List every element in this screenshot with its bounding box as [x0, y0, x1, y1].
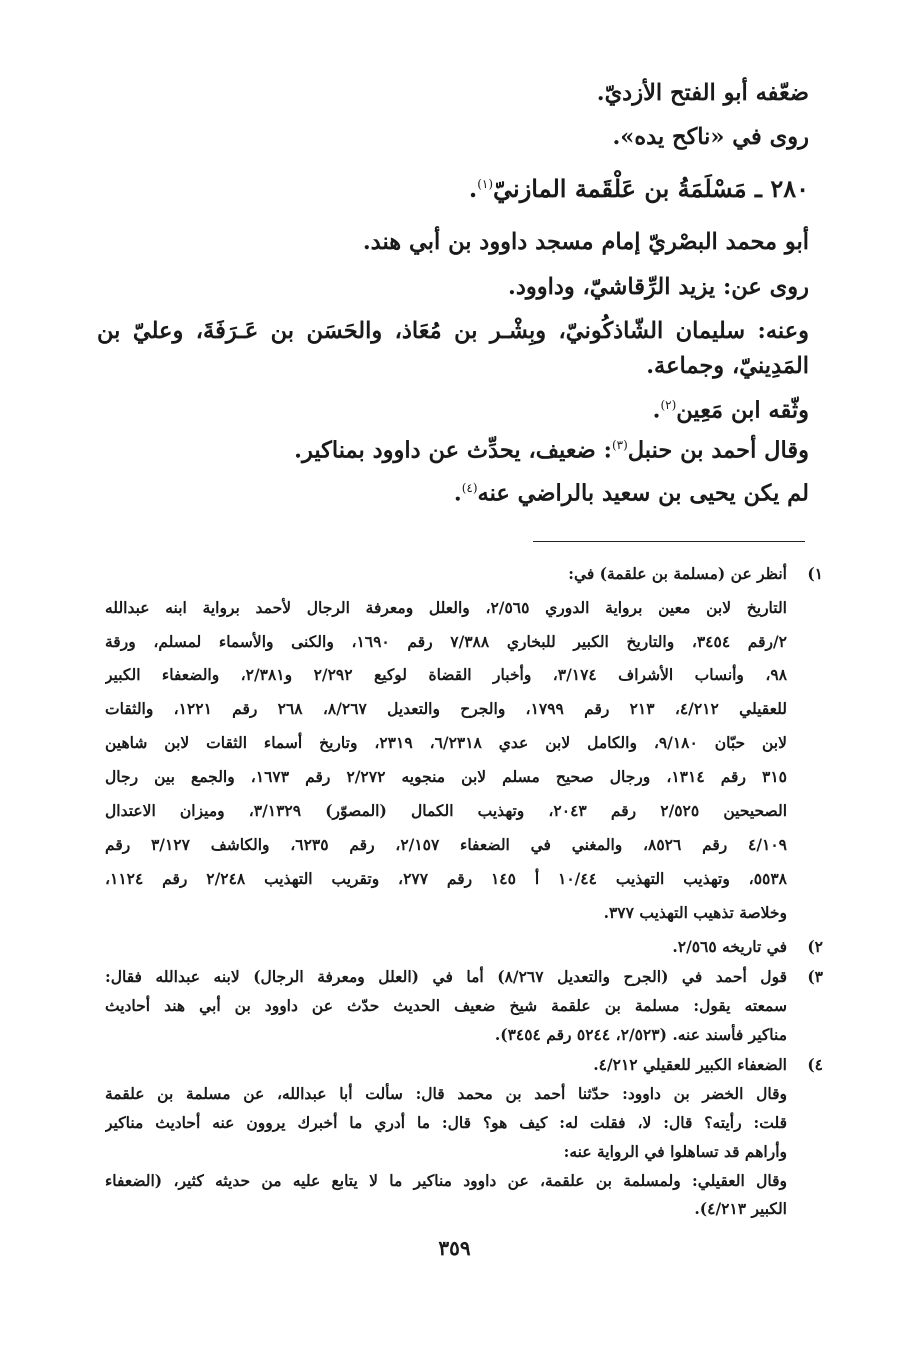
footnote-line: ٢) في تاريخه ٢/٥٦٥. — [672, 937, 823, 956]
footnote-line: وأراهم قد تساهلوا في الرواية عنه: — [563, 1142, 787, 1161]
footnote-line: للعقيلي ٤/٢١٢، ٢١٣ رقم ١٧٩٩، والجرح والتعديل ٨/٢٦٧، ٢٦٨ رقم ١٢٢١، والثقات — [105, 699, 787, 718]
footnote-line: وخلاصة تذهيب التهذيب ٣٧٧. — [603, 903, 787, 922]
footnote-line: قلت: رأيته؟ قال: لا، فقلت له: كيف هو؟ قال: ما أدري ما أخبرك يروون عنه أحاديث مناكير — [105, 1113, 787, 1132]
main-line: وثّقه ابن مَعِين$^{(٢)}$. — [652, 397, 809, 424]
footnote-line: الكبير ٤/٢١٣). — [694, 1199, 787, 1218]
footnote-ref: (١) — [477, 177, 494, 191]
footnote-number: ٤) — [807, 1055, 823, 1074]
main-line: وعنه: سليمان الشّاذكُونيّ، وبِشْـر بن مُعَاذ، والحَسَن بن عَـرَفَةَ، وعليّ بن — [97, 318, 809, 344]
footnote-line: ٥٥٣٨، وتهذيب التهذيب ١٠/٤٤ أ ١٤٥ رقم ٢٧٧، وتقريب التهذيب ٢/٢٤٨ رقم ١١٢٤، — [105, 869, 787, 888]
footnote-line: ٤/١٠٩ رقم ٨٥٢٦، والمغني في الضعفاء ٢/١٥٧، رقم ٦٢٣٥، والكاشف ٣/١٢٧ رقم — [105, 835, 787, 854]
main-line: المَدِينيّ، وجماعة. — [646, 353, 809, 379]
footnote-number: ١) — [807, 564, 823, 583]
main-line: ضعّفه أبو الفتح الأزديّ. — [596, 80, 809, 106]
main-line: وقال أحمد بن حنبل$^{(٣)}$: ضعيف، يحدِّث عن داوود بمناكير. — [294, 437, 809, 464]
entry-heading: ٢٨٠ ـ مَسْلَمَةُ بن عَلْقَمة المازنيّ$^{(١)}$. — [468, 174, 809, 203]
footnote-ref: (٢) — [660, 398, 677, 412]
footnote-line: الصحيحين ٢/٥٢٥ رقم ٢٠٤٣، وتهذيب الكمال (المصوّر) ٣/١٣٢٩، وميزان الاعتدال — [105, 801, 788, 820]
footnote-line: ٩٨، وأنساب الأشراف ٣/١٧٤، وأخبار القضاة لوكيع ٢/٢٩٢ و٢/٣٨١، والضعفاء الكبير — [105, 665, 788, 684]
footnote-number: ٢) — [807, 937, 823, 956]
footnote-separator — [533, 541, 805, 542]
main-line: لم يكن يحيى بن سعيد بالراضي عنه$^{(٤)}$. — [453, 480, 809, 507]
footnote-line: ٤) الضعفاء الكبير للعقيلي ٤/٢١٢. — [593, 1055, 823, 1074]
page-number: ٣٥٩ — [438, 1236, 471, 1260]
main-line: روى عن: يزيد الرِّقاشيّ، وداوود. — [507, 274, 809, 300]
footnote-line: ٣١٥ رقم ١٣١٤، ورجال صحيح مسلم لابن منجويه ٢/٢٧٢ رقم ١٦٧٣، والجمع بين رجال — [105, 767, 787, 786]
footnote-line: مناكير فأسند عنه. (٢/٥٢٣، ٥٢٤٤ رقم ٣٤٥٤). — [494, 1025, 787, 1044]
footnote-ref: (٤) — [461, 481, 478, 495]
footnote-line: وقال الخضر بن داوود: حدّثنا أحمد بن محمد قال: سألت أبا عبدالله، عن مسلمة بن علقمة — [105, 1084, 787, 1103]
footnote-line: ١) أنظر عن (مسلمة بن علقمة) في: — [568, 564, 823, 583]
footnote-number: ٣) — [807, 967, 823, 986]
footnote-line: ٢/رقم ٣٤٥٤، والتاريخ الكبير للبخاري ٧/٣٨٨ رقم ١٦٩٠، والكنى والأسماء لمسلم، ورقة — [105, 632, 787, 651]
footnote-line: ٣) قول أحمد في (الجرح والتعديل ٨/٢٦٧) أما في (العلل ومعرفة الرجال) لابنه عبدالله فقال: — [105, 967, 823, 986]
footnote-line: وقال العقيلي: ولمسلمة بن علقمة، عن داوود مناكير ما لا يتابع عليه من حديثه كثير، (الضعفاء — [105, 1171, 787, 1190]
footnote-line: سمعته يقول: مسلمة بن علقمة شيخ ضعيف الحديث حدّث عن داوود بن أبي هند أحاديث — [105, 996, 787, 1015]
main-line: روى في «ناكح يده». — [612, 124, 809, 150]
footnote-ref: (٣) — [611, 438, 628, 452]
main-line: أبو محمد البصْريّ إمام مسجد داوود بن أبي هند. — [362, 229, 809, 255]
footnote-line: التاريخ لابن معين برواية الدوري ٢/٥٦٥، والعلل ومعرفة الرجال لأحمد برواية ابنه عبدالله — [105, 598, 787, 617]
footnote-line: لابن حبّان ٩/١٨٠، والكامل لابن عدي ٦/٢٣١٨، ٢٣١٩، وتاريخ أسماء الثقات لابن شاهين — [105, 733, 787, 752]
